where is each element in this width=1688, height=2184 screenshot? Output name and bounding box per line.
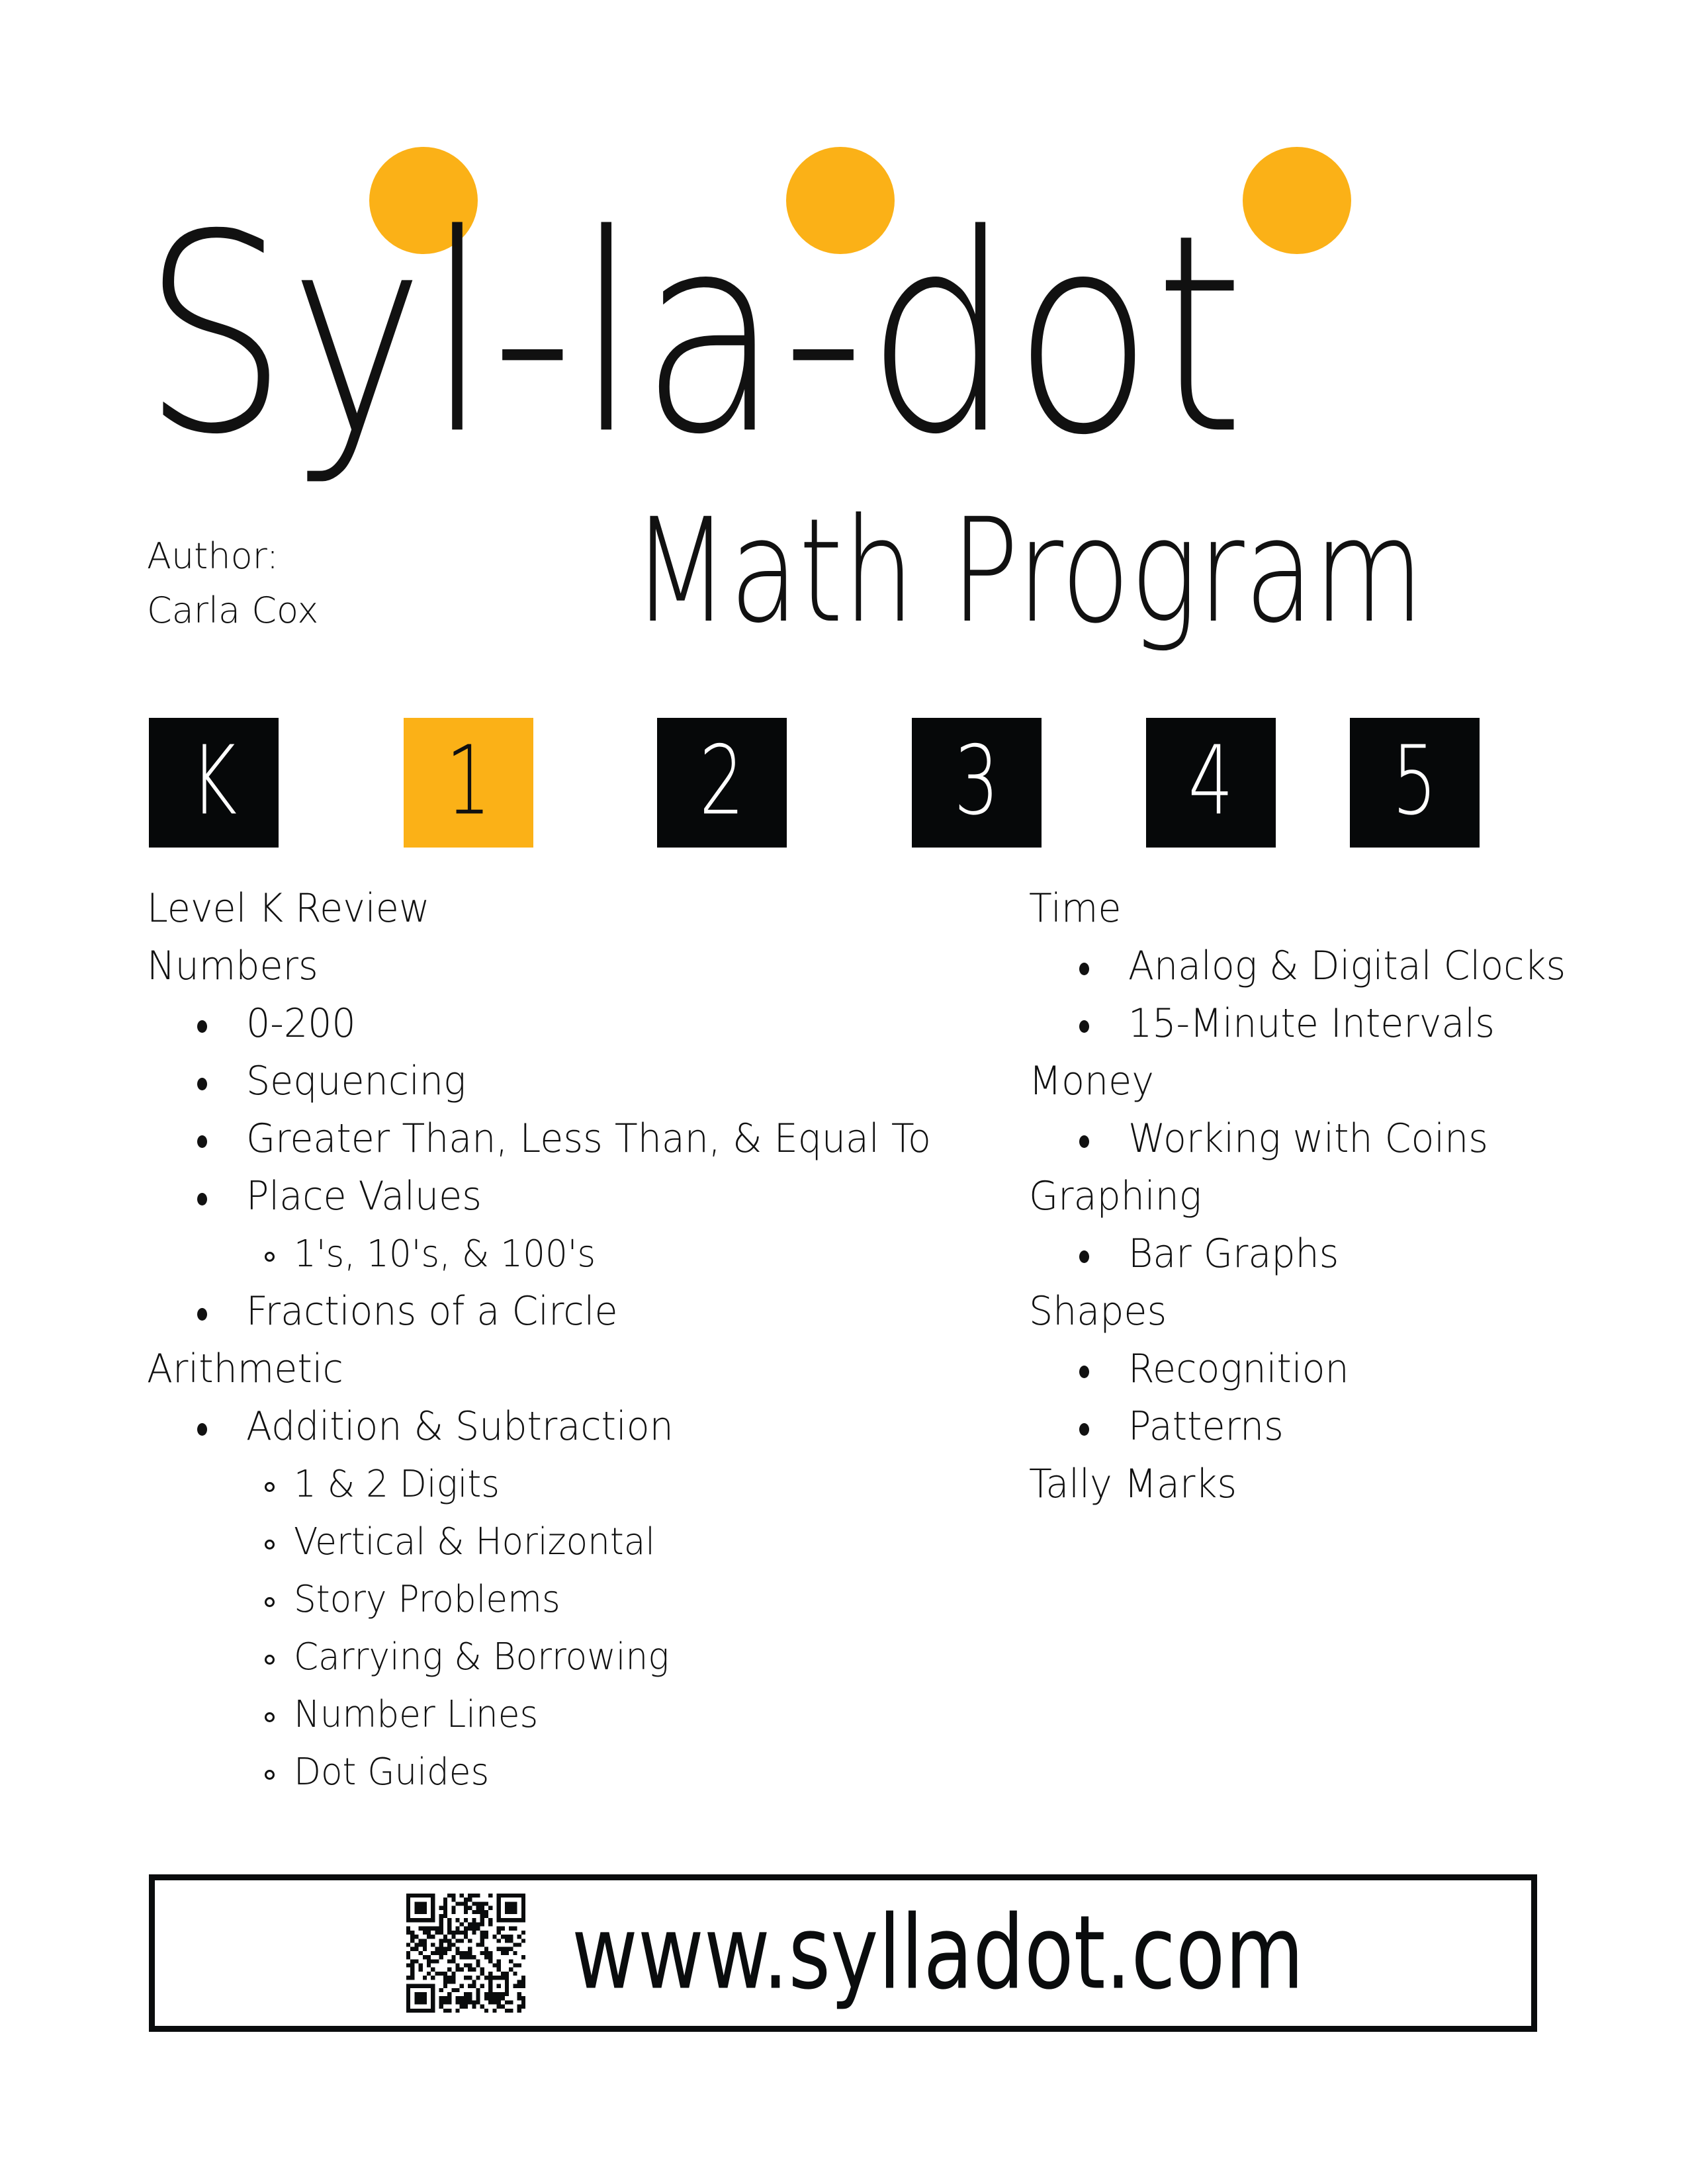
level-badge-3[interactable] — [912, 718, 1042, 848]
list-item-label: 1's, 10's, & 100's — [294, 1233, 596, 1276]
list-item-label: 15-Minute Intervals — [1128, 1000, 1495, 1047]
sub-list-item — [147, 1571, 974, 1628]
curriculum-left-column — [147, 880, 974, 1801]
level-badge-label: 5 — [1392, 725, 1438, 836]
footer-banner — [149, 1874, 1537, 2032]
sub-list-item — [147, 1686, 974, 1743]
list-item-label: Analog & Digital Clocks — [1128, 943, 1566, 989]
list-item-label: 0-200 — [246, 1000, 356, 1047]
list-item-label: Story Problems — [294, 1578, 560, 1621]
list-item — [147, 995, 974, 1053]
level-badge-4[interactable] — [1146, 718, 1276, 848]
list-item-label: Bar Graphs — [1128, 1231, 1339, 1277]
author-name: Carla Cox — [147, 590, 319, 631]
list-item — [1029, 995, 1664, 1053]
level-badge-2[interactable] — [657, 718, 787, 848]
level-badge-1[interactable] — [404, 718, 533, 848]
list-item-label: Fractions of a Circle — [246, 1288, 618, 1334]
website-url[interactable]: www.sylladot.com — [572, 1893, 1304, 2013]
section-heading: Arithmetic — [147, 1346, 343, 1392]
level-badge-k[interactable] — [149, 718, 279, 848]
header-logo-area — [0, 0, 1688, 662]
list-item-label: Dot Guides — [294, 1751, 490, 1794]
curriculum-right-column — [1029, 880, 1664, 1513]
list-item — [1029, 938, 1664, 995]
qr-code-icon — [406, 1894, 525, 2013]
brand-title: Syl-la-dot — [142, 175, 1246, 495]
level-badge-label: K — [190, 725, 238, 836]
section-heading: Time — [1029, 885, 1122, 932]
list-item-label: Recognition — [1128, 1346, 1349, 1392]
list-item-label: Carrying & Borrowing — [294, 1636, 670, 1679]
level-badge-label: 3 — [954, 725, 1000, 836]
orange-dot-icon — [1243, 147, 1351, 254]
author-block — [147, 529, 318, 638]
list-item — [147, 1283, 974, 1340]
list-item — [147, 1168, 974, 1225]
list-item-label: Working with Coins — [1128, 1115, 1489, 1162]
list-item-label: Place Values — [246, 1173, 482, 1219]
section-heading: Level K Review — [147, 885, 430, 932]
list-item-label: Patterns — [1128, 1403, 1284, 1450]
level-badge-label: 4 — [1188, 725, 1234, 836]
brand-subtitle: Math Program — [632, 487, 1424, 655]
list-item — [147, 1110, 974, 1168]
list-item — [147, 1053, 974, 1110]
list-item-label: Greater Than, Less Than, & Equal To — [246, 1115, 931, 1162]
list-item-label: Sequencing — [246, 1058, 466, 1104]
list-item — [1029, 1225, 1664, 1283]
list-item — [1029, 1340, 1664, 1398]
section-heading: Tally Marks — [1029, 1461, 1237, 1507]
section-heading: Graphing — [1029, 1173, 1202, 1219]
list-item-label: 1 & 2 Digits — [294, 1463, 500, 1506]
section-heading: Numbers — [147, 943, 318, 989]
sub-list-item — [147, 1513, 974, 1571]
list-item-label: Vertical & Horizontal — [294, 1520, 656, 1563]
list-item — [147, 1398, 974, 1456]
section-heading: Shapes — [1029, 1288, 1167, 1334]
sub-list-item — [147, 1743, 974, 1801]
section-heading: Money — [1029, 1058, 1154, 1104]
level-badge-label: 2 — [699, 725, 745, 836]
list-item-label: Number Lines — [294, 1693, 539, 1736]
level-selector — [149, 718, 1538, 850]
list-item — [1029, 1398, 1664, 1456]
author-label: Author: — [147, 535, 279, 577]
sub-list-item — [147, 1628, 974, 1686]
list-item-label: Addition & Subtraction — [246, 1403, 674, 1450]
sub-list-item — [147, 1225, 974, 1283]
level-badge-label: 1 — [445, 725, 492, 836]
level-badge-5[interactable] — [1350, 718, 1480, 848]
list-item — [1029, 1110, 1664, 1168]
sub-list-item — [147, 1456, 974, 1513]
